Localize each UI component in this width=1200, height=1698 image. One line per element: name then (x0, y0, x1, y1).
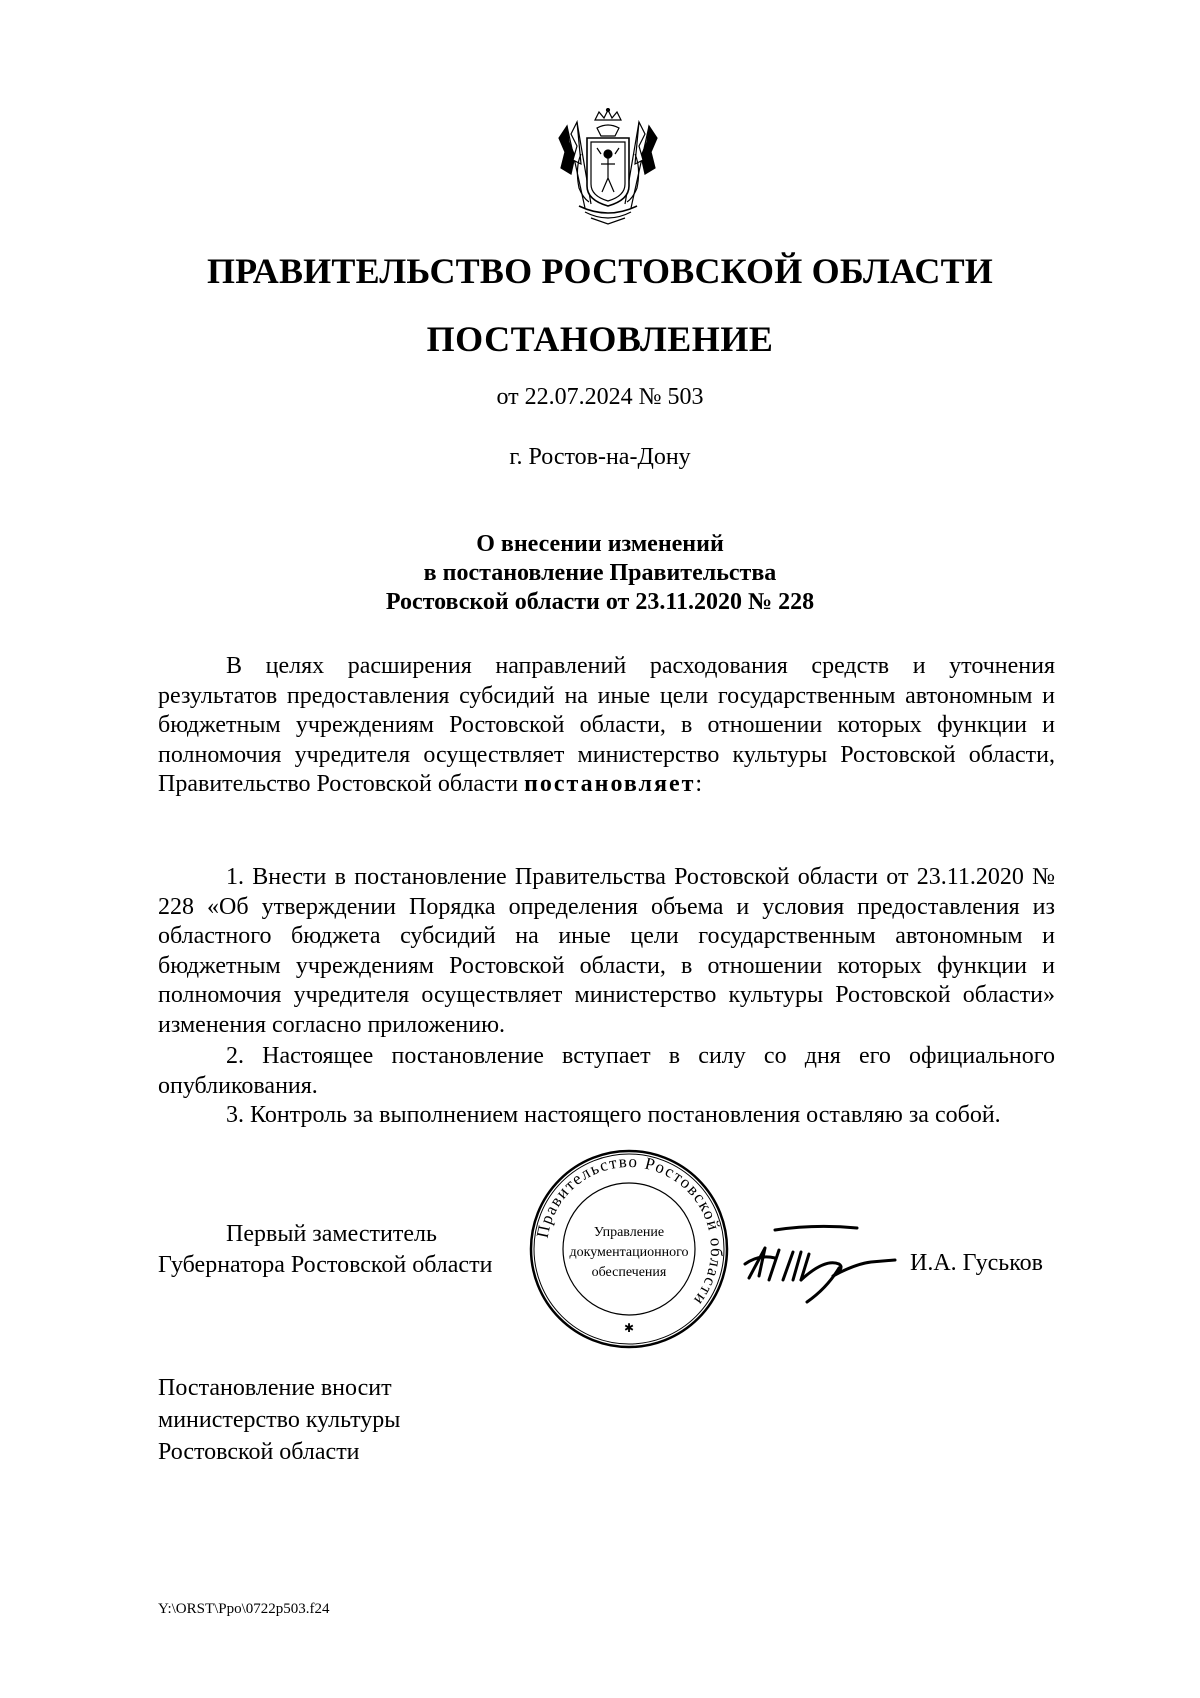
handwritten-signature (735, 1218, 905, 1314)
submitter-note (158, 1372, 400, 1468)
svg-text:✱: ✱ (623, 1321, 635, 1335)
signer-title (158, 1219, 492, 1281)
resolution-item-2: 2. Настоящее постановление вступает в силу со дня его официального опубликования. (158, 1043, 1055, 1099)
submitter-line: Постановление вносит (158, 1375, 392, 1401)
stamp-inner-line: обеспечения (591, 1265, 667, 1280)
preamble-text: В целях расширения направлений расходования средств и уточнения результатов предоставления субсидий на иные цели государственным автономным и бюджетным учреждениям Ростовской области, в отношении которых функции и полномочия учредителя осуществляет министерство культуры Ростовской области, Правительство Ростовской области (158, 653, 1055, 797)
submitter-line: Ростовской области (158, 1439, 360, 1465)
signer-name: И.А. Гуськов (910, 1250, 1043, 1276)
resolution-item-1: 1. Внести в постановление Правительства Ростовской области от 23.11.2020 № 228 «Об утверждении Порядка определения объема и условия предоставления из областного бюджета субсидий на иные цели государственным автономным и бюджетным учреждениям Ростовской области, в отношении которых функции и полномочия учредителя осуществляет министерство культуры Ростовской области» изменения согласно приложению. (158, 864, 1055, 1038)
signer-title-line: Губернатора Ростовской области (158, 1252, 493, 1278)
submitter-line: министерство культуры (158, 1407, 401, 1433)
document-city: г. Ростов-на-Дону (509, 444, 691, 470)
coat-of-arms-icon (555, 108, 661, 226)
resolution-item-3: 3. Контроль за выполнением настоящего постановления оставляю за собой. (226, 1102, 1001, 1128)
subject-line: в постановление Правительства (423, 560, 777, 586)
stamp-inner-line: документационного (569, 1245, 689, 1260)
stamp-outer-text: Правительство Ростовской области (532, 1151, 727, 1310)
document-date-number: от 22.07.2024 № 503 (496, 384, 704, 410)
stamp-inner-line: Управление (593, 1225, 665, 1240)
government-title: ПРАВИТЕЛЬСТВО РОСТОВСКОЙ ОБЛАСТИ (206, 251, 994, 291)
signer-title-line: Первый заместитель (226, 1221, 437, 1247)
official-stamp (528, 1148, 730, 1350)
subject-line: Ростовской области от 23.11.2020 № 228 (385, 589, 815, 615)
file-path: Y:\ORST\Ppo\0722p503.f24 (158, 1601, 330, 1617)
resolves-punct: : (695, 771, 703, 797)
document-type: ПОСТАНОВЛЕНИЕ (426, 319, 774, 359)
subject-line: О внесении изменений (476, 531, 724, 557)
resolves-word: постановляет (524, 771, 696, 797)
preamble-paragraph (158, 652, 1055, 800)
document-subject (0, 530, 1200, 617)
